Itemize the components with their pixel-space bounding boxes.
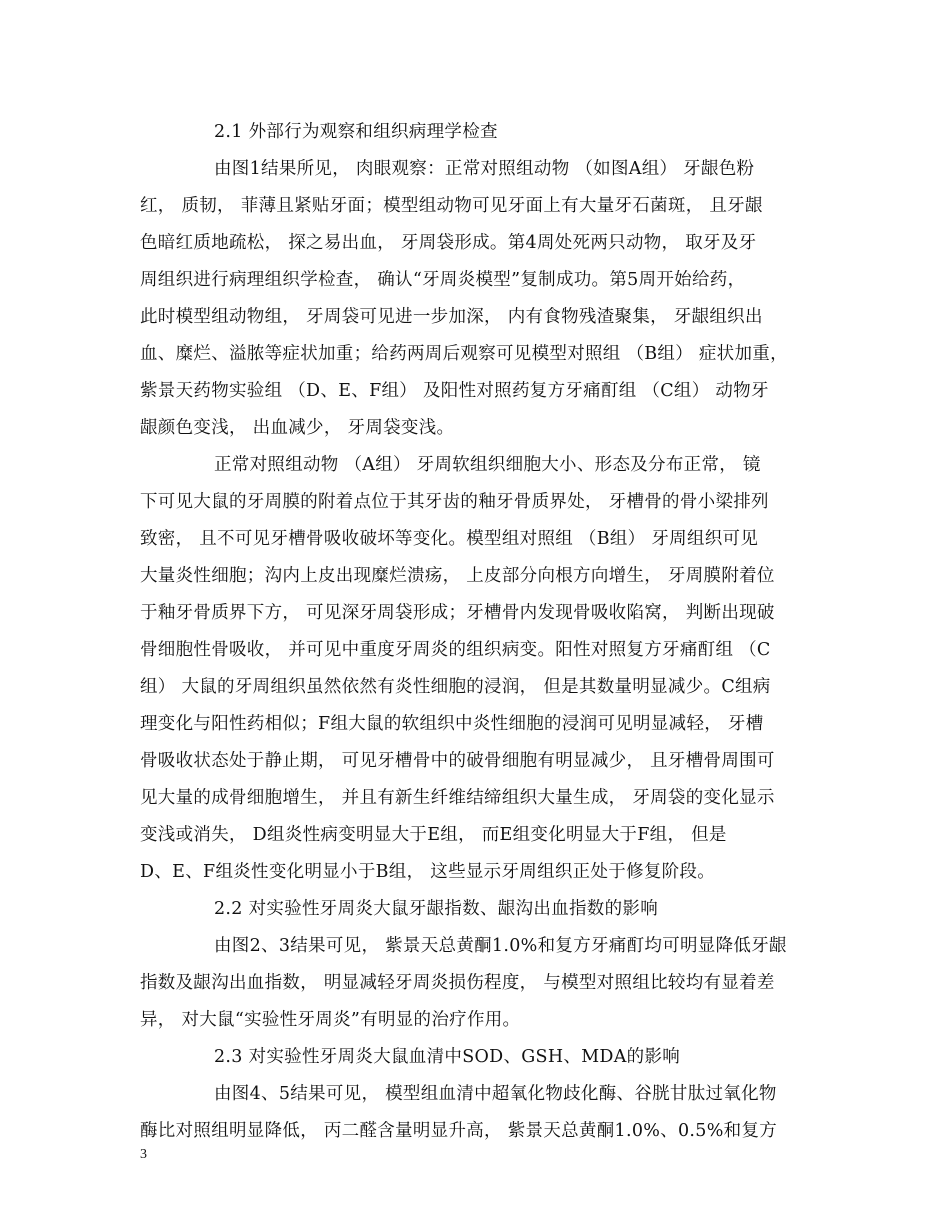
paragraph-line: 周组织进行病理组织学检查， 确认“牙周炎模型”复制成功。第5周开始给药， <box>140 270 746 290</box>
paragraph-line: 组） 大鼠的牙周组织虽然依然有炎性细胞的浸润， 但是其数量明显减少。C组病 <box>140 677 771 697</box>
paragraph-line: 理变化与阳性药相似；F组大鼠的软组织中炎性细胞的浸润可见明显减轻， 牙槽 <box>140 714 764 734</box>
paragraph-line: 红， 质韧， 菲薄且紧贴牙面；模型组动物可见牙面上有大量牙石菌斑， 且牙龈 <box>140 196 763 216</box>
paragraph-line: 色暗红质地疏松， 探之易出血， 牙周袋形成。第4周处死两只动物， 取牙及牙 <box>140 233 757 253</box>
paragraph-line: 由图2、3结果可见， 紫景天总黄酮1.0%和复方牙痛酊均可明显降低牙龈 <box>214 936 787 956</box>
paragraph-line: 下可见大鼠的牙周膜的附着点位于其牙齿的釉牙骨质界处， 牙槽骨的骨小梁排列 <box>140 492 769 512</box>
paragraph-line: 异， 对大鼠“实验性牙周炎”有明显的治疗作用。 <box>140 1010 521 1030</box>
paragraph-line: 致密， 且不可见牙槽骨吸收破坏等变化。模型组对照组 （B组） 牙周组织可见 <box>140 529 759 549</box>
section-heading-2-1: 2.1 外部行为观察和组织病理学检查 <box>214 122 498 142</box>
paragraph-line: 此时模型组动物组， 牙周袋可见进一步加深， 内有食物残渣聚集， 牙龈组织出 <box>140 307 763 327</box>
paragraph-line: 骨细胞性骨吸收， 并可见中重度牙周炎的组织病变。阳性对照复方牙痛酊组 （C <box>140 640 771 660</box>
paragraph-line: 由图1结果所见， 肉眼观察：正常对照组动物 （如图A组） 牙龈色粉 <box>214 159 755 179</box>
paragraph-line: 骨吸收状态处于静止期， 可见牙槽骨中的破骨细胞有明显减少， 且牙槽骨周围可 <box>140 751 775 771</box>
paragraph-line: 于釉牙骨质界下方， 可见深牙周袋形成；牙槽骨内发现骨吸收陷窝， 判断出现破 <box>140 603 775 623</box>
paragraph-line: 由图4、5结果可见， 模型组血清中超氧化物歧化酶、谷胱甘肽过氧化物 <box>214 1084 777 1104</box>
paragraph-line: 变浅或消失， D组炎性病变明显大于E组， 而E组变化明显大于F组， 但是 <box>140 825 727 845</box>
paragraph-line: 指数及龈沟出血指数， 明显减轻牙周炎损伤程度， 与模型对照组比较均有显着差 <box>140 973 775 993</box>
section-heading-2-3: 2.3 对实验性牙周炎大鼠血清中SOD、GSH、MDA的影响 <box>214 1047 681 1067</box>
paragraph-line: 正常对照组动物 （A组） 牙周软组织细胞大小、形态及分布正常， 镜 <box>214 455 761 475</box>
page-number: 3 <box>140 1147 147 1162</box>
section-heading-2-2: 2.2 对实验性牙周炎大鼠牙龈指数、龈沟出血指数的影响 <box>214 899 658 919</box>
paragraph-line: 大量炎性细胞；沟内上皮出现糜烂溃疡， 上皮部分向根方向增生， 牙周膜附着位 <box>140 566 775 586</box>
paragraph-line: 血、糜烂、溢脓等症状加重；给药两周后观察可见模型对照组 （B组） 症状加重， <box>140 344 788 364</box>
paragraph-line: 见大量的成骨细胞增生， 并且有新生纤维结缔组织大量生成， 牙周袋的变化显示 <box>140 788 775 808</box>
paragraph-line: D、E、F组炎性变化明显小于B组， 这些显示牙周组织正处于修复阶段。 <box>140 862 716 882</box>
paragraph-line: 酶比对照组明显降低， 丙二醛含量明显升高， 紫景天总黄酮1.0%、0.5%和复方 <box>140 1121 778 1141</box>
paragraph-line: 龈颜色变浅， 出血减少， 牙周袋变浅。 <box>140 418 455 438</box>
paragraph-line: 紫景天药物实验组 （D、E、F组） 及阳性对照药复方牙痛酊组 （C组） 动物牙 <box>140 381 769 401</box>
